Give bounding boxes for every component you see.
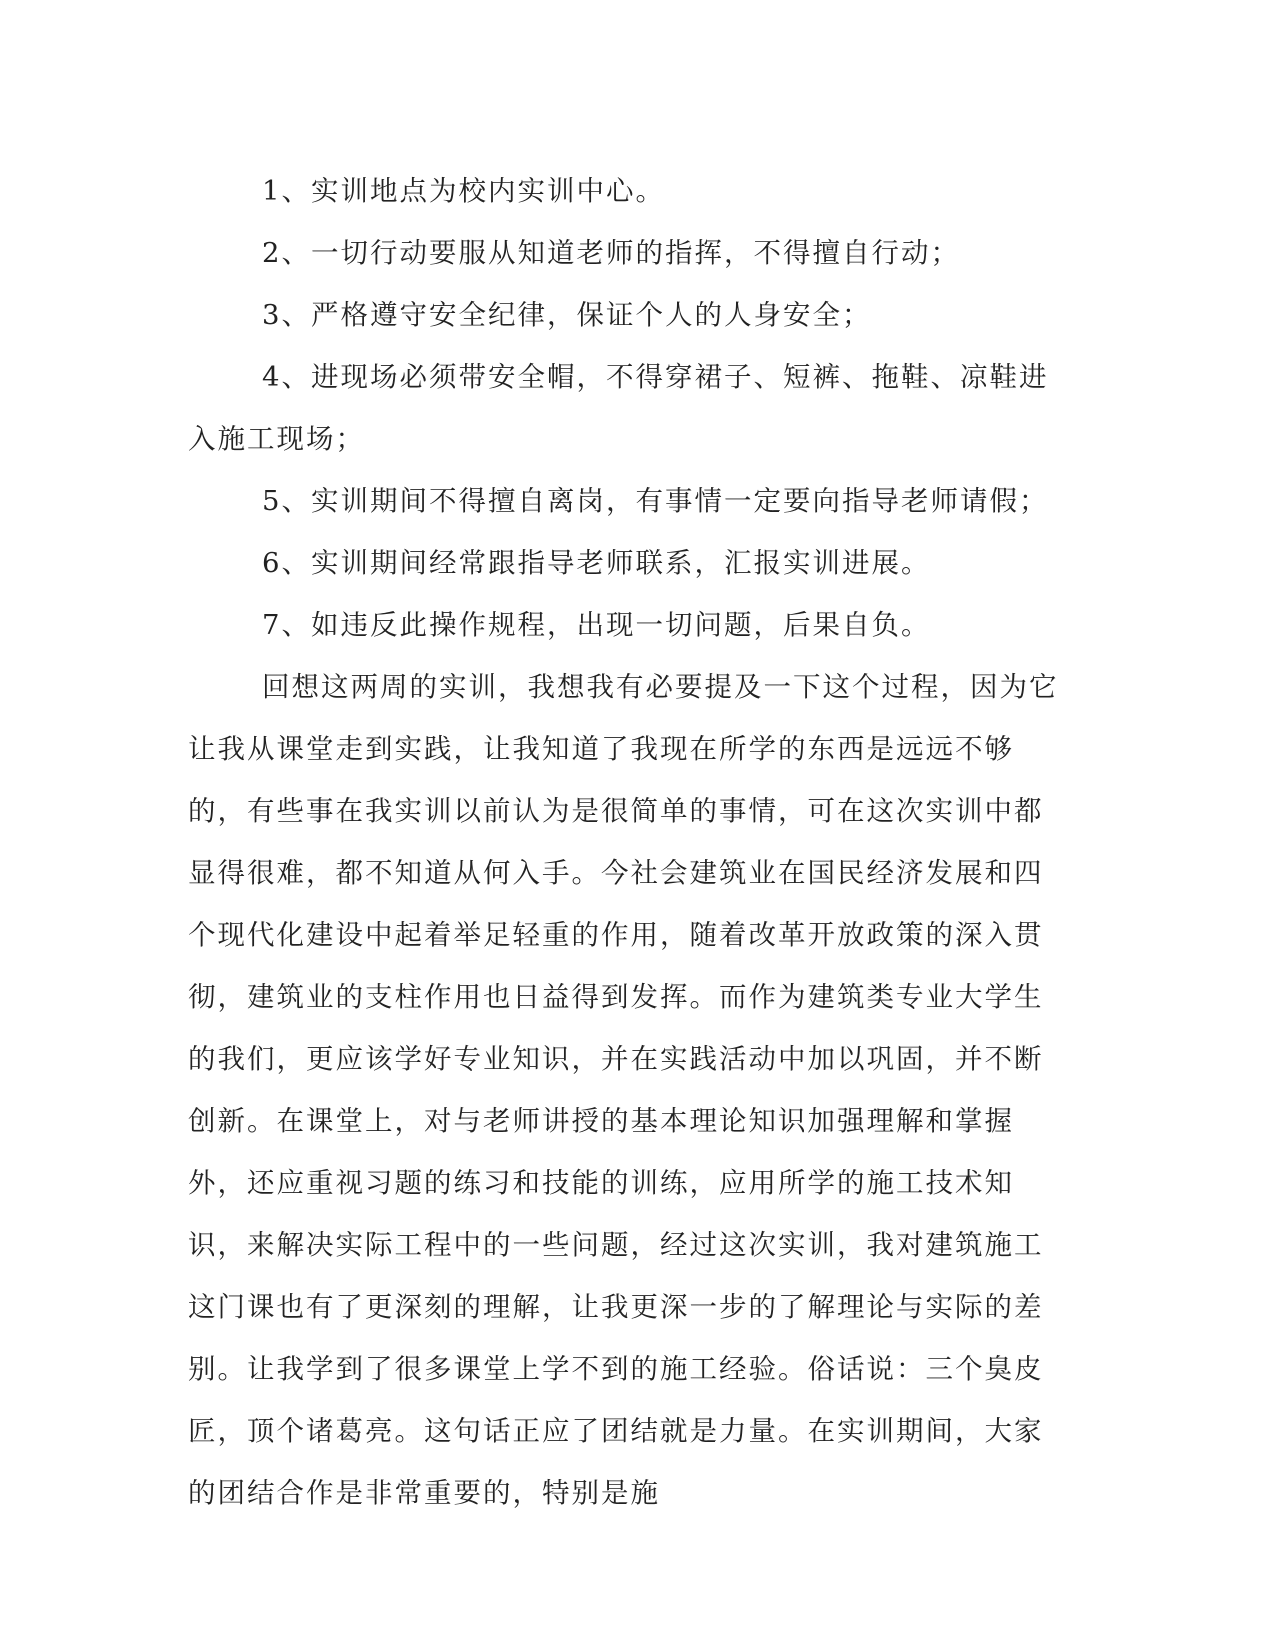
reflection-paragraph: 回想这两周的实训，我想我有必要提及一下这个过程，因为它让我从课堂走到实践，让我知道了我现在所学的东西是远远不够的，有些事在我实训以前认为是很简单的事情，可在这次实训中都显得很难，都不知道从何入手。今社会建筑业在国民经济发展和四个现代化建设中起着举足轻重的作用，随着改革开放政策的深入贯彻，建筑业的支柱作用也日益得到发挥。而作为建筑类专业大学生的我们，更应该学好专业知识，并在实践活动中加以巩固，并不断创新。在课堂上，对与老师讲授的基本理论知识加强理解和掌握外，还应重视习题的练习和技能的训练，应用所学的施工技术知识，来解决实际工程中的一些问题，经过这次实训，我对建筑施工这门课也有了更深刻的理解，让我更深一步的了解理论与实际的差别。让我学到了很多课堂上学不到的施工经验。俗话说：三个臭皮匠，顶个诸葛亮。这句话正应了团结就是力量。在实训期间，大家的团结合作是非常重要的，特别是施 [188,671,1059,1509]
rule-item-4: 4、进现场必须带安全帽，不得穿裙子、短裤、拖鞋、凉鞋进入施工现场； [188,361,1049,455]
rule-item-7: 7、如违反此操作规程，出现一切问题，后果自负。 [262,609,931,641]
rule-item-3: 3、严格遵守安全纪律，保证个人的人身安全； [262,299,872,331]
rule-item-6: 6、实训期间经常跟指导老师联系，汇报实训进展。 [262,547,931,579]
rule-item-5: 5、实训期间不得擅自离岗，有事情一定要向指导老师请假； [262,485,1049,517]
rule-item-2: 2、一切行动要服从知道老师的指挥，不得擅自行动； [262,237,960,269]
rule-item-1: 1、实训地点为校内实训中心。 [262,175,665,207]
document-body [188,160,1068,1524]
